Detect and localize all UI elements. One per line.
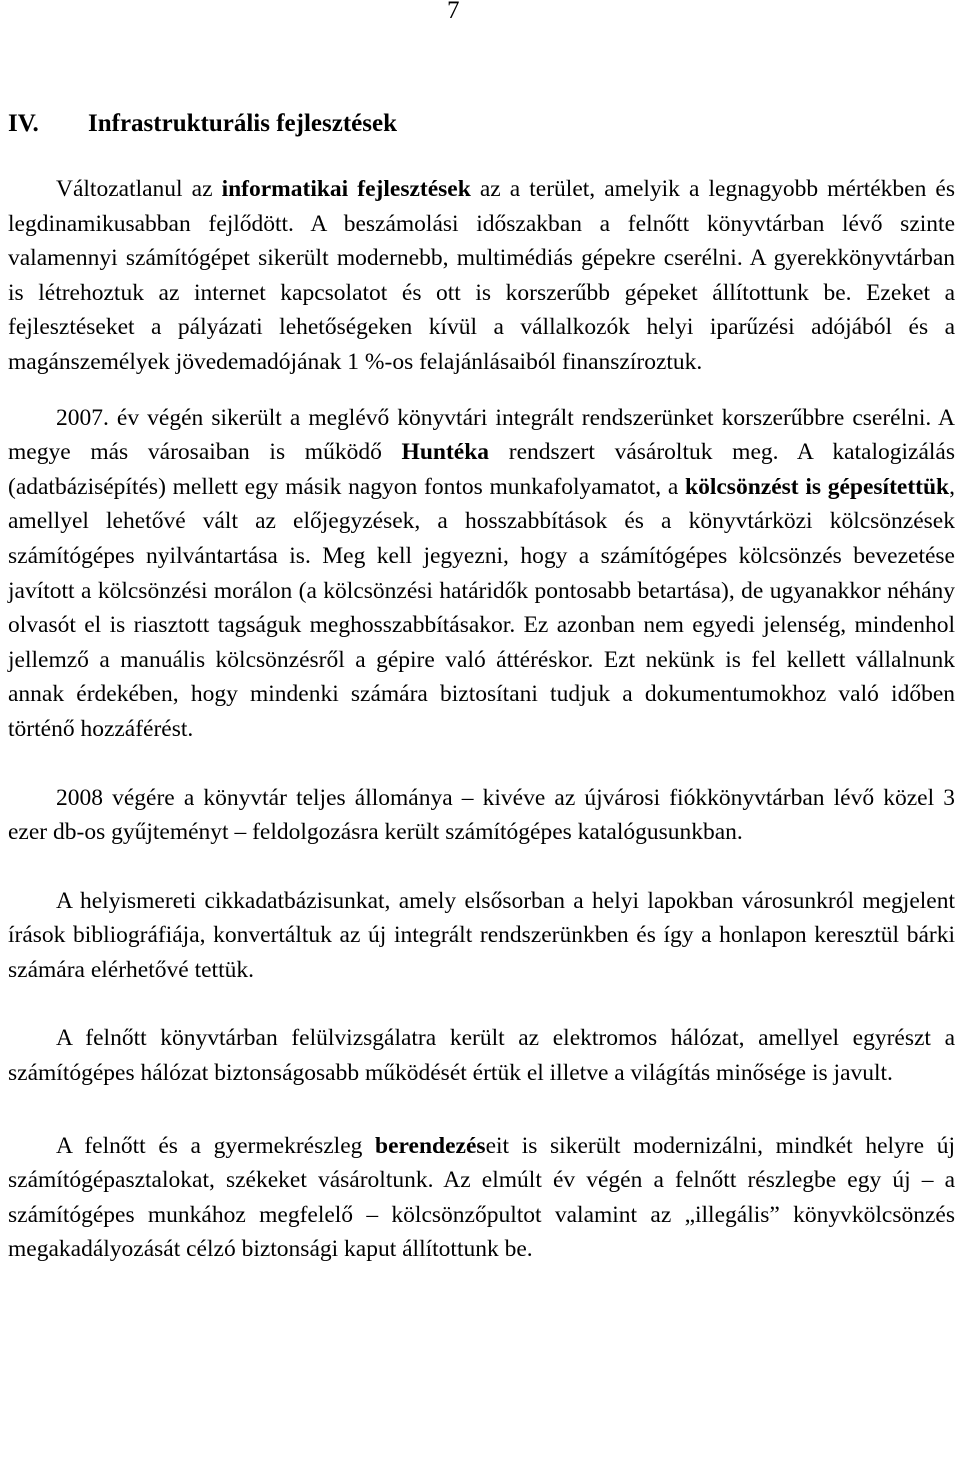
paragraph-text: 2007. év végén sikerült a meglévő könyvtári integrált rendszerünket korszerűbbre cserélni. A megye más városaiban is működő — [8, 404, 955, 466]
paragraph-text: 2008 végére a könyvtár teljes állománya – kivéve az újvárosi fiókkönyvtárban lévő közel 3 ezer db-os gyűjteményt – feldolgozásra került számítógépes katalógusunkban. — [8, 784, 955, 846]
section-title: Infrastrukturális fejlesztések — [88, 110, 397, 137]
emphasis-text: Huntéka — [401, 439, 490, 466]
paragraph-text: A felnőtt és a gyermekrészleg — [56, 1132, 376, 1159]
emphasis-text: berendezés — [375, 1132, 486, 1159]
paragraph-electric-network — [8, 1021, 955, 1090]
paragraph-text: eit is sikerült modernizálni, mindkét helyre új számítógépasztalokat, székeket vásároltunk. Az elmúlt év végén a felnőtt részlegbe egy új – a számítógépes munkához megfelelő – kölcsönzőpultot valamint az „illegális” könyvkölcsönzés megakadályozását célzó biztonsági kaput állítottunk be. — [8, 1132, 955, 1263]
page-number: 7 — [447, 0, 460, 24]
paragraph-informatics — [8, 172, 955, 380]
document-body — [8, 172, 955, 1267]
emphasis-text: informatikai fejlesztések — [221, 176, 471, 202]
paragraph-integrated-system — [8, 401, 955, 747]
paragraph-text: az a terület, amelyik a legnagyobb mértékben és legdinamikusabban fejlődött. A beszámolási időszakban a felnőtt könyvtárban lévő szinte valamennyi számítógépet sikerült modernebb, multimédiás gépekre cserélni. A gyerekkönyvtárban is létrehoztuk az internet kapcsolatot és ott is korszerűbb gépeket állítottunk be. Ezeket a fejlesztéseket a pályázati lehetőségeken kívül a vállalkozók helyi iparűzési adójából és a magánszemélyek jövedemadójának 1 %-os felajánlásaiból finanszíroztuk. — [8, 176, 955, 375]
paragraph-text: A helyismereti cikkadatbázisunkat, amely elsősorban a helyi lapokban városunkról megjelent írások bibliográfiája, konvertáltuk az új integrált rendszerünkben és így a honlapon keresztül bárki számára elérhetővé tettük. — [8, 887, 955, 983]
paragraph-text: rendszert vásároltuk meg. A katalogizálás (adatbázisépítés) mellett egy másik nagyon fontos munkafolyamatot, a — [8, 439, 955, 500]
paragraph-catalogue — [8, 781, 955, 850]
paragraph-local-history-db — [8, 884, 955, 988]
paragraph-furniture — [8, 1129, 955, 1267]
paragraph-text: Változatlanul az — [56, 176, 222, 202]
paragraph-text: , amellyel lehetővé vált az előjegyzések, a hosszabbítások és a könyvtárközi kölcsönzések számítógépes nyilvántartása is. Meg kell jegyezni, hogy a számítógépes kölcsönzés bevezetése javított a kölcsönzési morálon (a kölcsönzési határidők pontosabb betartása), de ugyanakkor néhány olvasót el is riasztott tagságuk meghosszabbításakor. Ez azonban nem egyedi jelenség, mindenhol jellemző a manuális kölcsönzésről a gépire való áttéréskor. Ezt nekünk is fel kellett vállalnunk annak érdekében, hogy mindenki számára biztosítani tudjuk a dokumentumokhoz való időben történő hozzáférést. — [8, 473, 955, 742]
emphasis-text: kölcsönzést is gépesítettük — [685, 473, 950, 500]
section-heading — [8, 108, 952, 140]
paragraph-text: A felnőtt könyvtárban felülvizsgálatra került az elektromos hálózat, amellyel egyrészt a számítógépes hálózat biztonságosabb működését értük el illetve a világítás minősége is javult. — [8, 1025, 955, 1087]
section-number: IV. — [8, 110, 39, 137]
